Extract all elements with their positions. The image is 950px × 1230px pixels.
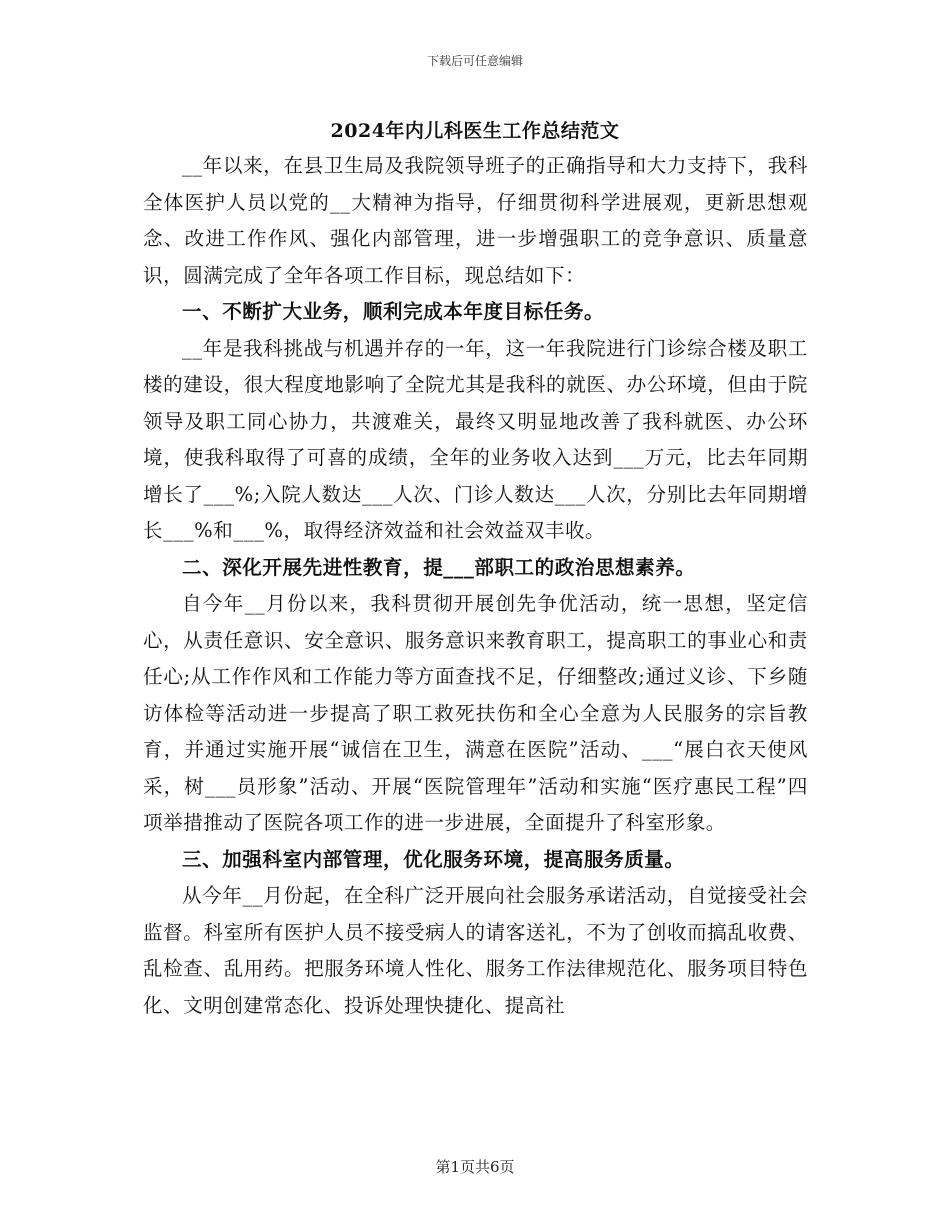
section-heading-2: 二、深化开展先进性教育，提___部职工的政治思想素养。: [182, 555, 696, 579]
section-heading-3: 三、加强科室内部管理，优化服务环境，提高服务质量。: [182, 847, 685, 871]
paragraph-section-2: 自今年__月份以来，我科贯彻开展创先争优活动，统一思想，坚定信心，从责任意识、安全意识、服务意识来教育职工，提高职工的事业心和责任心;从工作作风和工作能力等方面查找不足，仔细整改;通过义诊、下乡随访体检等活动进一步提高了职工救死扶伤和全心全意为人民服务的宗旨教育，并通过实施开展“诚信在卫生，满意在医院”活动、___“展白衣天使风采，树___员形象”活动、开展“医院管理年”活动和实施“医疗惠民工程”四项举措推动了医院各项工作的进一步进展，全面提升了科室形象。: [143, 592, 808, 834]
paragraph-section-3: 从今年__月份起，在全科广泛开展向社会服务承诺活动，自觉接受社会监督。科室所有医护人员不接受病人的请客送礼，不为了创收而搞乱收费、乱检查、乱用药。把服务环境人性化、服务工作法律规范化、服务项目特色化、文明创建常态化、投诉处理快捷化、提高社: [143, 884, 808, 1017]
document-title: 2024年内儿科医生工作总结范文: [330, 120, 620, 142]
section-heading-1: 一、不断扩大业务，顺利完成本年度目标任务。: [182, 300, 605, 323]
paragraph-intro: __年以来，在县卫生局及我院领导班子的正确指导和大力支持下，我科全体医护人员以党的__大精神为指导，仔细贯彻科学进展观，更新思想观念、改进工作作风、强化内部管理，进一步增强职工的竞争意识、质量意识，圆满完成了全年各项工作目标，现总结如下：: [143, 154, 808, 287]
page-header: 下载后可任意编辑: [426, 54, 523, 68]
paragraph-section-1: __年是我科挑战与机遇并存的一年，这一年我院进行门诊综合楼及职工楼的建设，很大程度地影响了全院尤其是我科的就医、办公环境，但由于院领导及职工同心协力，共渡难关，最终又明显地改善了我科就医、办公环境，使我科取得了可喜的成绩，全年的业务收入达到___万元，比去年同期增长了___%;入院人数达___人次、门诊人数达___人次，分别比去年同期增长___%和___%，取得经济效益和社会效益双丰收。: [143, 336, 808, 542]
page-number: 第1页共6页: [435, 1158, 515, 1176]
document-body: [143, 148, 808, 1024]
